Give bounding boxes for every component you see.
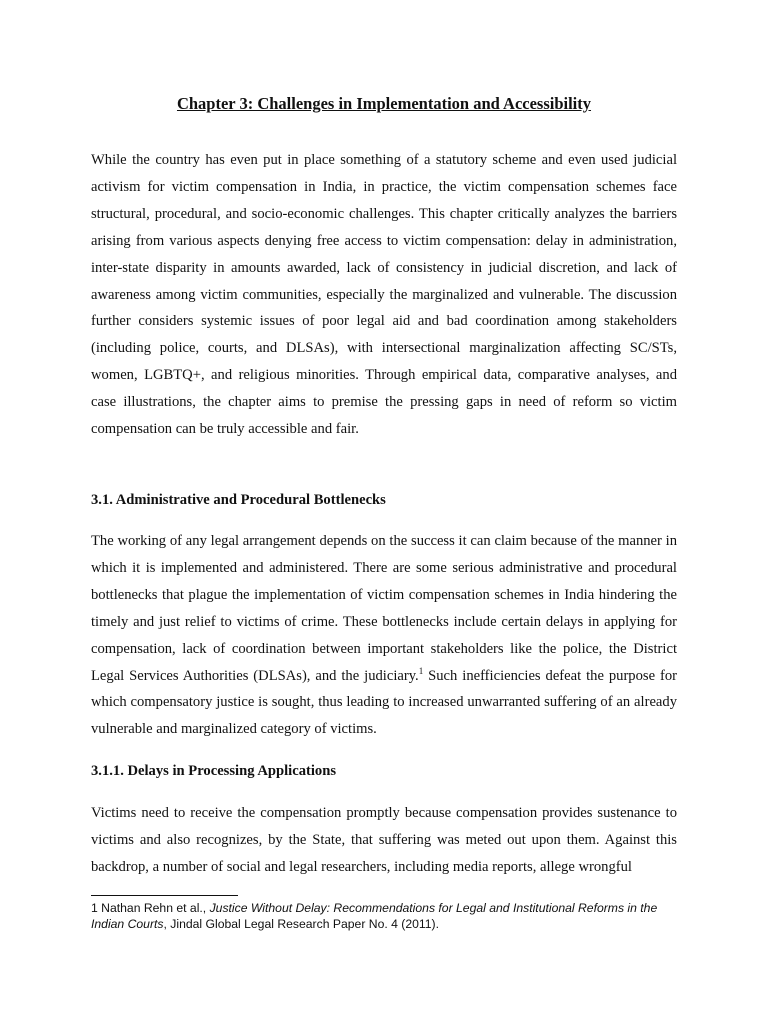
section-3-1-paragraph [91,528,677,743]
section-3-1-text: The working of any legal arrangement depends on the success it can claim because of the manner in which it is implemented and administered. There are some serious administrative and procedural bottlenecks that plague the implementation of victim compensation schemes in India hindering the timely and just relief to victims of crime. These bottlenecks include certain delays in applying for compensation, lack of coordination between important stakeholders like the police, the District Legal Services Authorities (DLSAs), and the judiciary. [91,533,677,684]
footnote-reference[interactable]: 1 [418,665,424,676]
footnote [91,900,691,932]
footnote-source: , Jindal Global Legal Research Paper No. 4 (2011). [163,917,440,931]
footnote-work-title: Justice Without Delay: Recommendations for Legal and Institutional Reforms in the Indian Courts [91,901,658,931]
intro-paragraph: While the country has even put in place something of a statutory scheme and even used judicial activism for victim compensation in India, in practice, the victim compensation schemes face structural, procedural, and socio-economic challenges. This chapter critically analyzes the barriers arising from various aspects denying free access to victim compensation: delay in administration, inter-state disparity in amounts awarded, lack of consistency in judicial discretion, and lack of awareness among victim communities, especially the marginalized and vulnerable. The discussion further considers systemic issues of poor legal aid and bad coordination among stakeholders (including police, courts, and DLSAs), with intersectional marginalization affecting SC/STs, women, LGBTQ+, and religious minorities. Through empirical data, comparative analyses, and case illustrations, the chapter aims to premise the pressing gaps in need of reform so victim compensation can be truly accessible and fair. [91,152,677,438]
section-heading-3-1: 3.1. Administrative and Procedural Bottlenecks [91,492,386,508]
chapter-title: Chapter 3: Challenges in Implementation and Accessibility [176,94,592,113]
footnote-authors: Nathan Rehn et al., [97,901,210,915]
footnote-number: 1 [91,901,98,915]
section-3-1-1-paragraph: Victims need to receive the compensation promptly because compensation provides sustenance to victims and also recognizes, by the State, that suffering was meted out upon them. Against this backdrop, a number of social and legal researchers, including media reports, allege wrongful [91,805,677,875]
section-3-1-text-continued: Such inefficiencies defeat the purpose for which compensatory justice is sought, thus leading to increased unwarranted suffering of an already vulnerable and marginalized category of victims. [91,667,677,738]
footnote-separator [91,895,238,896]
section-heading-3-1-1: 3.1.1. Delays in Processing Applications [91,763,337,779]
